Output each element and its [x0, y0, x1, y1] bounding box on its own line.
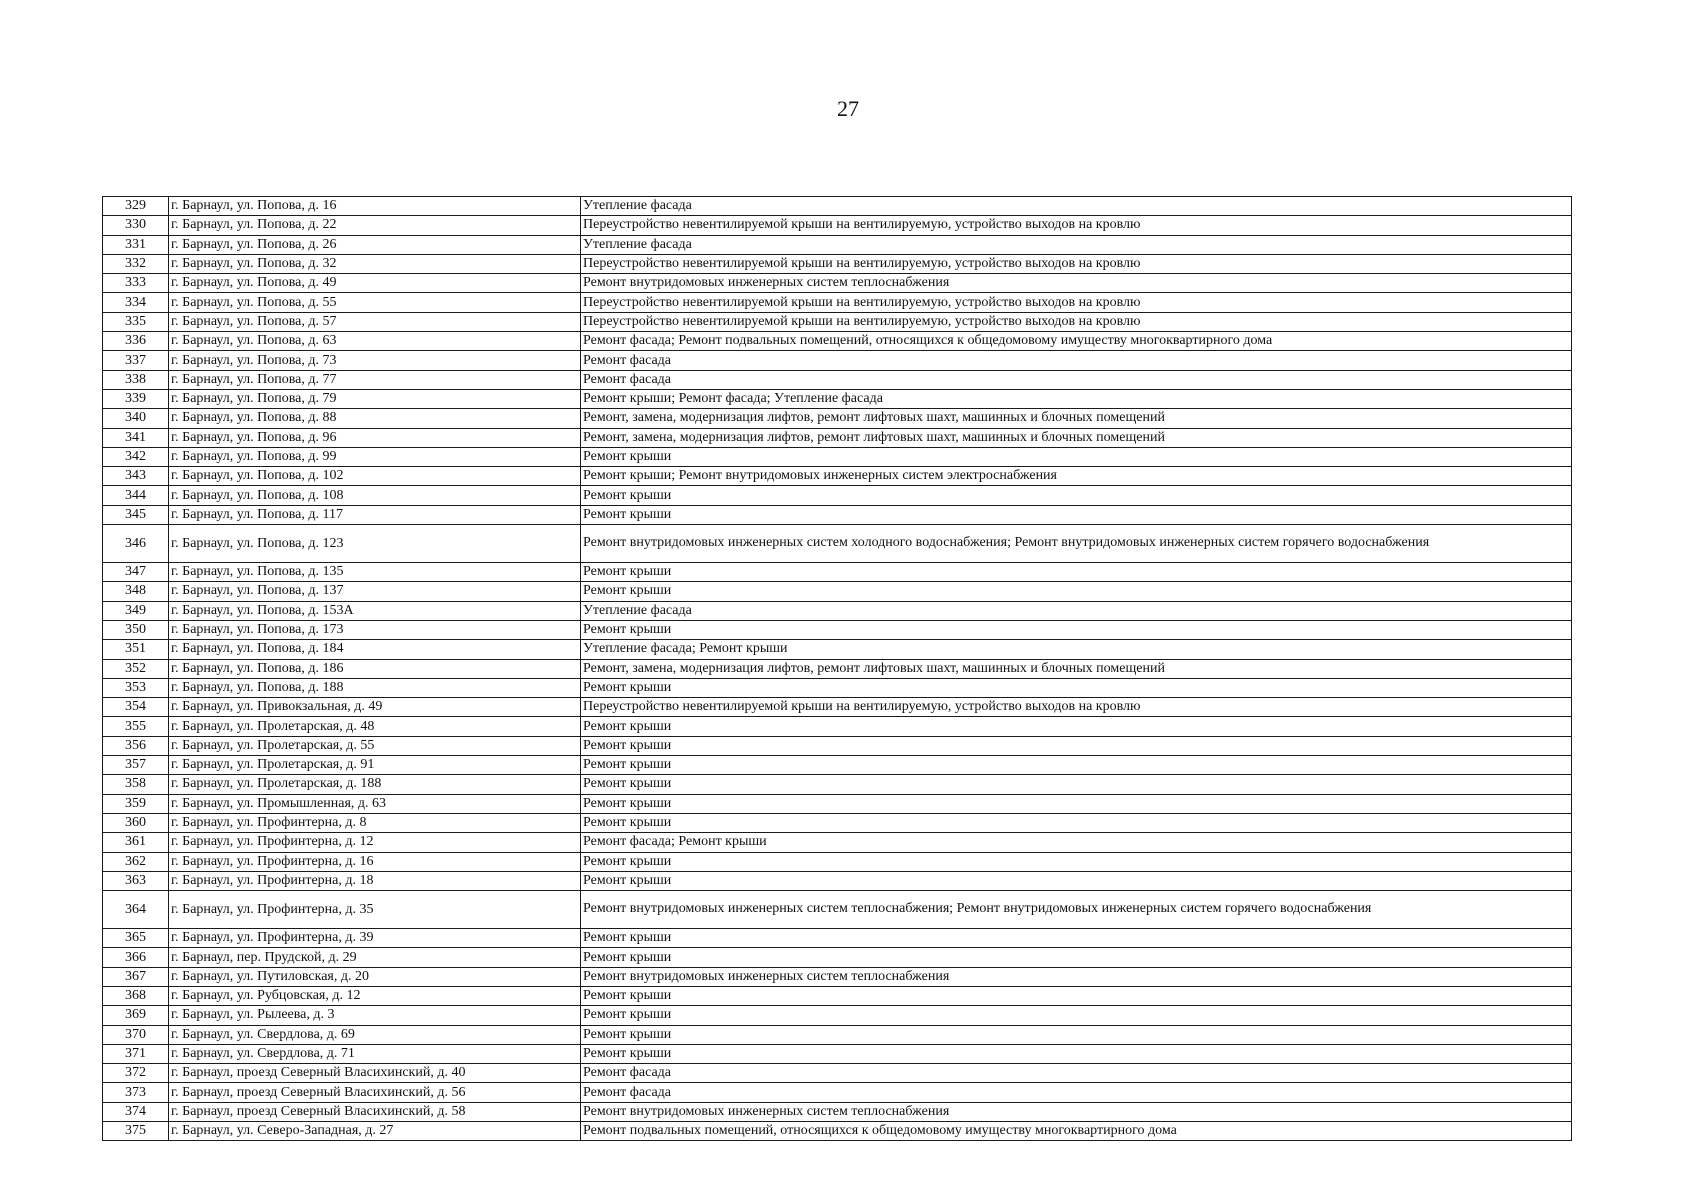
table-row	[103, 948, 1572, 967]
works-cell: Переустройство невентилируемой крыши на вентилируемую, устройство выходов на кровлю	[581, 312, 1572, 331]
address-cell: г. Барнаул, ул. Пролетарская, д. 48	[169, 717, 581, 736]
works-cell: Ремонт, замена, модернизация лифтов, ремонт лифтовых шахт, машинных и блочных помещений	[581, 659, 1572, 678]
works-cell: Ремонт крыши	[581, 775, 1572, 794]
row-number-cell: 371	[103, 1044, 169, 1063]
table-row	[103, 293, 1572, 312]
works-cell: Переустройство невентилируемой крыши на вентилируемую, устройство выходов на кровлю	[581, 216, 1572, 235]
table-row	[103, 274, 1572, 293]
works-cell: Утепление фасада	[581, 197, 1572, 216]
address-cell: г. Барнаул, ул. Попова, д. 22	[169, 216, 581, 235]
row-number-cell: 350	[103, 620, 169, 639]
row-number-cell: 337	[103, 351, 169, 370]
row-number-cell: 356	[103, 736, 169, 755]
row-number-cell: 331	[103, 235, 169, 254]
row-number-cell: 370	[103, 1025, 169, 1044]
row-number-cell: 375	[103, 1122, 169, 1141]
table-row	[103, 216, 1572, 235]
table-row	[103, 852, 1572, 871]
table-row	[103, 678, 1572, 697]
address-cell: г. Барнаул, ул. Попова, д. 49	[169, 274, 581, 293]
table-row	[103, 486, 1572, 505]
address-cell: г. Барнаул, ул. Попова, д. 79	[169, 389, 581, 408]
works-cell: Ремонт, замена, модернизация лифтов, ремонт лифтовых шахт, машинных и блочных помещений	[581, 409, 1572, 428]
works-cell: Ремонт крыши	[581, 986, 1572, 1005]
table-row	[103, 659, 1572, 678]
works-cell: Ремонт крыши	[581, 678, 1572, 697]
address-cell: г. Барнаул, ул. Попова, д. 108	[169, 486, 581, 505]
row-number-cell: 359	[103, 794, 169, 813]
row-number-cell: 330	[103, 216, 169, 235]
works-cell: Ремонт фасада	[581, 1064, 1572, 1083]
table-row	[103, 197, 1572, 216]
works-cell: Ремонт крыши	[581, 563, 1572, 582]
table-row	[103, 1064, 1572, 1083]
address-cell: г. Барнаул, ул. Рубцовская, д. 12	[169, 986, 581, 1005]
address-cell: г. Барнаул, ул. Пролетарская, д. 188	[169, 775, 581, 794]
row-number-cell: 372	[103, 1064, 169, 1083]
works-cell: Утепление фасада	[581, 601, 1572, 620]
works-cell: Ремонт фасада; Ремонт крыши	[581, 833, 1572, 852]
row-number-cell: 363	[103, 871, 169, 890]
table-row	[103, 736, 1572, 755]
works-cell: Ремонт крыши	[581, 582, 1572, 601]
row-number-cell: 344	[103, 486, 169, 505]
table-row	[103, 409, 1572, 428]
table-row	[103, 351, 1572, 370]
row-number-cell: 357	[103, 756, 169, 775]
row-number-cell: 346	[103, 525, 169, 563]
works-cell: Ремонт крыши; Ремонт внутридомовых инженерных систем электроснабжения	[581, 467, 1572, 486]
table-row	[103, 370, 1572, 389]
row-number-cell: 351	[103, 640, 169, 659]
table-row	[103, 505, 1572, 524]
address-cell: г. Барнаул, ул. Попова, д. 153А	[169, 601, 581, 620]
row-number-cell: 338	[103, 370, 169, 389]
address-cell: г. Барнаул, ул. Свердлова, д. 69	[169, 1025, 581, 1044]
address-cell: г. Барнаул, ул. Попова, д. 57	[169, 312, 581, 331]
address-cell: г. Барнаул, ул. Попова, д. 117	[169, 505, 581, 524]
table-row	[103, 794, 1572, 813]
address-cell: г. Барнаул, ул. Путиловская, д. 20	[169, 967, 581, 986]
works-cell: Ремонт внутридомовых инженерных систем теплоснабжения	[581, 967, 1572, 986]
row-number-cell: 340	[103, 409, 169, 428]
row-number-cell: 373	[103, 1083, 169, 1102]
table-row	[103, 601, 1572, 620]
works-cell: Ремонт внутридомовых инженерных систем теплоснабжения	[581, 1102, 1572, 1121]
table-row	[103, 833, 1572, 852]
row-number-cell: 341	[103, 428, 169, 447]
table-row	[103, 698, 1572, 717]
row-number-cell: 354	[103, 698, 169, 717]
address-cell: г. Барнаул, ул. Профинтерна, д. 16	[169, 852, 581, 871]
table-row	[103, 1102, 1572, 1121]
register-table	[102, 196, 1572, 1141]
row-number-cell: 339	[103, 389, 169, 408]
works-cell: Ремонт крыши	[581, 447, 1572, 466]
address-cell: г. Барнаул, ул. Попова, д. 99	[169, 447, 581, 466]
address-cell: г. Барнаул, ул. Попова, д. 88	[169, 409, 581, 428]
address-cell: г. Барнаул, ул. Попова, д. 137	[169, 582, 581, 601]
row-number-cell: 333	[103, 274, 169, 293]
address-cell: г. Барнаул, пер. Прудской, д. 29	[169, 948, 581, 967]
table-row	[103, 620, 1572, 639]
works-cell: Переустройство невентилируемой крыши на вентилируемую, устройство выходов на кровлю	[581, 293, 1572, 312]
table-row	[103, 640, 1572, 659]
row-number-cell: 342	[103, 447, 169, 466]
works-cell: Ремонт крыши	[581, 948, 1572, 967]
page-number: 27	[837, 96, 859, 121]
works-cell: Переустройство невентилируемой крыши на вентилируемую, устройство выходов на кровлю	[581, 698, 1572, 717]
row-number-cell: 358	[103, 775, 169, 794]
register-table-body	[103, 197, 1572, 1141]
table-row	[103, 813, 1572, 832]
works-cell: Переустройство невентилируемой крыши на вентилируемую, устройство выходов на кровлю	[581, 254, 1572, 273]
works-cell: Ремонт крыши	[581, 794, 1572, 813]
works-cell: Ремонт крыши	[581, 852, 1572, 871]
address-cell: г. Барнаул, ул. Попова, д. 16	[169, 197, 581, 216]
works-cell: Ремонт крыши	[581, 620, 1572, 639]
table-row	[103, 871, 1572, 890]
works-cell: Ремонт, замена, модернизация лифтов, ремонт лифтовых шахт, машинных и блочных помещений	[581, 428, 1572, 447]
address-cell: г. Барнаул, ул. Привокзальная, д. 49	[169, 698, 581, 717]
table-row	[103, 428, 1572, 447]
address-cell: г. Барнаул, ул. Попова, д. 73	[169, 351, 581, 370]
address-cell: г. Барнаул, ул. Попова, д. 102	[169, 467, 581, 486]
row-number-cell: 349	[103, 601, 169, 620]
address-cell: г. Барнаул, ул. Попова, д. 32	[169, 254, 581, 273]
row-number-cell: 368	[103, 986, 169, 1005]
address-cell: г. Барнаул, ул. Пролетарская, д. 55	[169, 736, 581, 755]
table-row	[103, 447, 1572, 466]
address-cell: г. Барнаул, проезд Северный Власихинский, д. 56	[169, 1083, 581, 1102]
row-number-cell: 332	[103, 254, 169, 273]
row-number-cell: 334	[103, 293, 169, 312]
row-number-cell: 345	[103, 505, 169, 524]
table-row	[103, 986, 1572, 1005]
row-number-cell: 329	[103, 197, 169, 216]
table-row	[103, 1083, 1572, 1102]
works-cell: Ремонт фасада; Ремонт подвальных помещений, относящихся к общедомовому имуществу многоквартирного дома	[581, 332, 1572, 351]
works-cell: Ремонт крыши	[581, 505, 1572, 524]
address-cell: г. Барнаул, ул. Попова, д. 135	[169, 563, 581, 582]
row-number-cell: 352	[103, 659, 169, 678]
works-cell: Ремонт крыши	[581, 1006, 1572, 1025]
table-row	[103, 717, 1572, 736]
works-cell: Ремонт фасада	[581, 351, 1572, 370]
row-number-cell: 335	[103, 312, 169, 331]
works-cell: Ремонт крыши	[581, 871, 1572, 890]
address-cell: г. Барнаул, ул. Попова, д. 186	[169, 659, 581, 678]
works-cell: Ремонт подвальных помещений, относящихся к общедомовому имуществу многоквартирного дома	[581, 1122, 1572, 1141]
works-cell: Ремонт фасада	[581, 1083, 1572, 1102]
address-cell: г. Барнаул, ул. Попова, д. 96	[169, 428, 581, 447]
address-cell: г. Барнаул, ул. Попова, д. 55	[169, 293, 581, 312]
works-cell: Ремонт крыши	[581, 486, 1572, 505]
table-row	[103, 563, 1572, 582]
address-cell: г. Барнаул, ул. Попова, д. 188	[169, 678, 581, 697]
works-cell: Ремонт крыши	[581, 929, 1572, 948]
address-cell: г. Барнаул, ул. Попова, д. 63	[169, 332, 581, 351]
address-cell: г. Барнаул, ул. Профинтерна, д. 18	[169, 871, 581, 890]
address-cell: г. Барнаул, ул. Профинтерна, д. 12	[169, 833, 581, 852]
works-cell: Ремонт внутридомовых инженерных систем теплоснабжения; Ремонт внутридомовых инженерных систем горячего водоснабжения	[581, 891, 1572, 929]
address-cell: г. Барнаул, ул. Профинтерна, д. 8	[169, 813, 581, 832]
works-cell: Ремонт крыши	[581, 1025, 1572, 1044]
row-number-cell: 362	[103, 852, 169, 871]
table-row	[103, 891, 1572, 929]
works-cell: Ремонт крыши; Ремонт фасада; Утепление фасада	[581, 389, 1572, 408]
address-cell: г. Барнаул, проезд Северный Власихинский, д. 40	[169, 1064, 581, 1083]
table-row	[103, 582, 1572, 601]
row-number-cell: 343	[103, 467, 169, 486]
table-row	[103, 1025, 1572, 1044]
works-cell: Ремонт крыши	[581, 813, 1572, 832]
works-cell: Ремонт внутридомовых инженерных систем теплоснабжения	[581, 274, 1572, 293]
row-number-cell: 374	[103, 1102, 169, 1121]
address-cell: г. Барнаул, проезд Северный Власихинский, д. 58	[169, 1102, 581, 1121]
table-row	[103, 967, 1572, 986]
address-cell: г. Барнаул, ул. Профинтерна, д. 39	[169, 929, 581, 948]
works-cell: Ремонт крыши	[581, 717, 1572, 736]
table-row	[103, 1006, 1572, 1025]
table-row	[103, 525, 1572, 563]
row-number-cell: 366	[103, 948, 169, 967]
table-row	[103, 389, 1572, 408]
table-row	[103, 1122, 1572, 1141]
table-row	[103, 254, 1572, 273]
row-number-cell: 360	[103, 813, 169, 832]
row-number-cell: 364	[103, 891, 169, 929]
table-row	[103, 929, 1572, 948]
row-number-cell: 355	[103, 717, 169, 736]
works-cell: Ремонт крыши	[581, 1044, 1572, 1063]
works-cell: Ремонт крыши	[581, 736, 1572, 755]
table-row	[103, 1044, 1572, 1063]
works-cell: Ремонт фасада	[581, 370, 1572, 389]
row-number-cell: 365	[103, 929, 169, 948]
works-cell: Ремонт крыши	[581, 756, 1572, 775]
address-cell: г. Барнаул, ул. Профинтерна, д. 35	[169, 891, 581, 929]
works-cell: Утепление фасада	[581, 235, 1572, 254]
row-number-cell: 336	[103, 332, 169, 351]
row-number-cell: 361	[103, 833, 169, 852]
table-row	[103, 332, 1572, 351]
address-cell: г. Барнаул, ул. Попова, д. 77	[169, 370, 581, 389]
address-cell: г. Барнаул, ул. Попова, д. 26	[169, 235, 581, 254]
works-cell: Ремонт внутридомовых инженерных систем холодного водоснабжения; Ремонт внутридомовых инженерных систем горячего водоснабжения	[581, 525, 1572, 563]
address-cell: г. Барнаул, ул. Пролетарская, д. 91	[169, 756, 581, 775]
table-row	[103, 756, 1572, 775]
table-row	[103, 235, 1572, 254]
works-cell: Утепление фасада; Ремонт крыши	[581, 640, 1572, 659]
row-number-cell: 348	[103, 582, 169, 601]
table-row	[103, 467, 1572, 486]
address-cell: г. Барнаул, ул. Попова, д. 173	[169, 620, 581, 639]
table-row	[103, 312, 1572, 331]
address-cell: г. Барнаул, ул. Попова, д. 123	[169, 525, 581, 563]
row-number-cell: 347	[103, 563, 169, 582]
address-cell: г. Барнаул, ул. Попова, д. 184	[169, 640, 581, 659]
address-cell: г. Барнаул, ул. Рылеева, д. 3	[169, 1006, 581, 1025]
address-cell: г. Барнаул, ул. Свердлова, д. 71	[169, 1044, 581, 1063]
row-number-cell: 353	[103, 678, 169, 697]
row-number-cell: 369	[103, 1006, 169, 1025]
address-cell: г. Барнаул, ул. Северо-Западная, д. 27	[169, 1122, 581, 1141]
address-cell: г. Барнаул, ул. Промышленная, д. 63	[169, 794, 581, 813]
table-row	[103, 775, 1572, 794]
row-number-cell: 367	[103, 967, 169, 986]
